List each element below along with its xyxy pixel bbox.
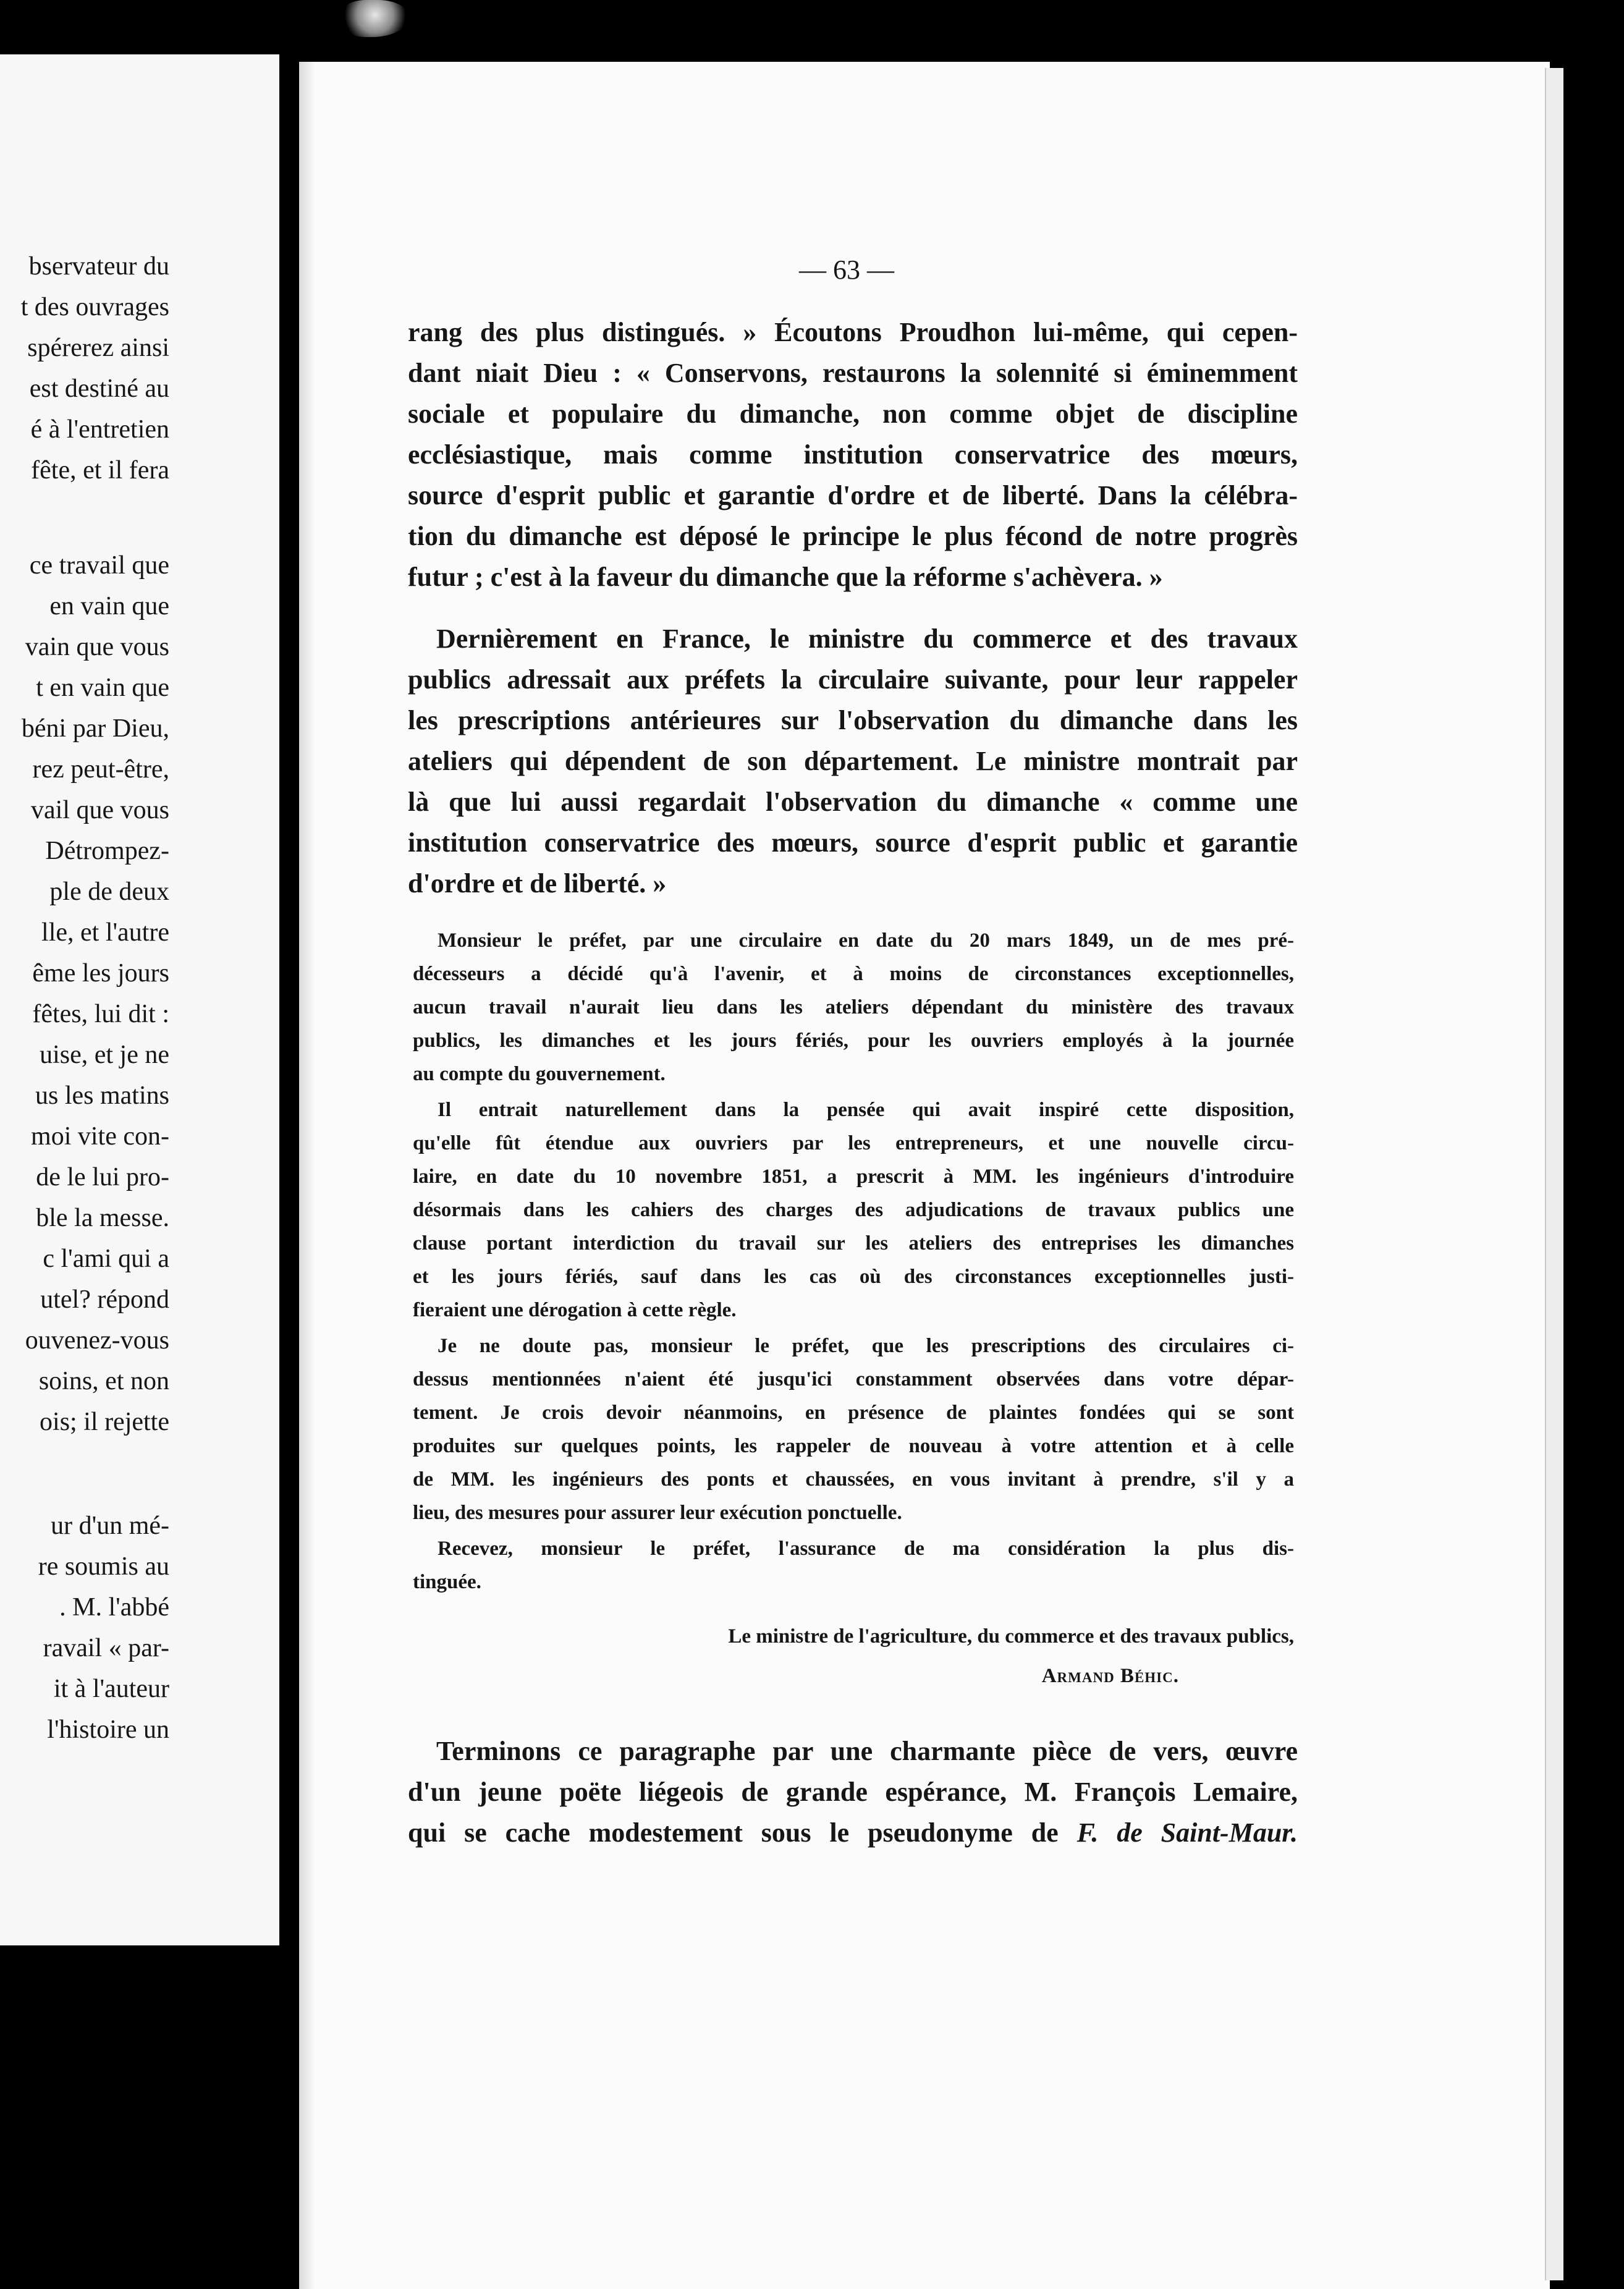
left-page-line: fête, et il fera xyxy=(31,456,169,484)
circular-line: tement. Je crois devoir néanmoins, en présence de plaintes fondées qui se sont xyxy=(413,1402,1294,1424)
circular-line: qu'elle fût étendue aux ouvriers par les entrepreneurs, et une nouvelle circu- xyxy=(413,1132,1294,1154)
left-page-line: ple de deux xyxy=(49,878,169,906)
left-page-line: en vain que xyxy=(49,592,169,620)
left-page xyxy=(0,54,279,1945)
left-page-line: t en vain que xyxy=(36,674,169,702)
left-page-line: ur d'un mé- xyxy=(51,1512,169,1540)
text-line: source d'esprit public et garantie d'ordre et de liberté. Dans la célébra- xyxy=(408,480,1298,510)
text-line: Terminons ce paragraphe par une charmante pièce de vers, œuvre xyxy=(436,1736,1298,1766)
left-page-line: vail que vous xyxy=(31,796,169,824)
left-page-line: ois; il rejette xyxy=(40,1408,169,1436)
left-page-line: soins, et non xyxy=(38,1367,169,1395)
circular-line: Recevez, monsieur le préfet, l'assurance de ma considération la plus dis- xyxy=(438,1538,1294,1560)
left-page-line: béni par Dieu, xyxy=(21,714,169,743)
circular-line: lieu, des mesures pour assurer leur exécution ponctuelle. xyxy=(413,1502,902,1524)
page-corner-stain xyxy=(341,0,409,37)
text-line: ateliers qui dépendent de son département. Le ministre montrait par xyxy=(408,746,1298,776)
pseudonym: F. de Saint-Maur. xyxy=(1076,1817,1298,1848)
text-line: institution conservatrice des mœurs, source d'esprit public et garantie xyxy=(408,827,1298,858)
text-line: là que lui aussi regardait l'observation du dimanche « comme une xyxy=(408,787,1298,817)
circular-line: Je ne doute pas, monsieur le préfet, que les prescriptions des circulaires ci- xyxy=(438,1335,1294,1357)
left-page-line: ce travail que xyxy=(29,551,169,580)
circular-line: publics, les dimanches et les jours fériés, pour les ouvriers employés à la journée xyxy=(413,1030,1294,1052)
text-line: sociale et populaire du dimanche, non comme objet de discipline xyxy=(408,399,1298,429)
left-page-line: t des ouvrages xyxy=(20,293,169,321)
left-page-line: re soumis au xyxy=(38,1552,169,1581)
circular-line: Il entrait naturellement dans la pensée qui avait inspiré cette disposition, xyxy=(438,1099,1294,1121)
left-page-line: ême les jours xyxy=(32,959,169,988)
left-page-line: vain que vous xyxy=(25,633,169,661)
text-line: d'un jeune poëte liégeois de grande espérance, M. François Lemaire, xyxy=(408,1777,1298,1807)
text-line: futur ; c'est à la faveur du dimanche que la réforme s'achèvera. » xyxy=(408,562,1163,592)
circular-line: Monsieur le préfet, par une circulaire en date du 20 mars 1849, un de mes pré- xyxy=(438,929,1294,952)
circular-line: et les jours fériés, sauf dans les cas où des circonstances exceptionnelles justi- xyxy=(413,1266,1294,1288)
circular-line: clause portant interdiction du travail sur les ateliers des entreprises les dimanches xyxy=(413,1232,1294,1255)
text-line: ecclésiastique, mais comme institution conservatrice des mœurs, xyxy=(408,439,1298,470)
text-line: rang des plus distingués. » Écoutons Proudhon lui-même, qui cepen- xyxy=(408,317,1298,347)
left-page-line: ouvenez-vous xyxy=(25,1326,169,1355)
left-page-line: lle, et l'autre xyxy=(41,918,169,947)
circular-line: dessus mentionnées n'aient été jusqu'ici constamment observées dans votre dépar- xyxy=(413,1368,1294,1390)
left-page-line: spérerez ainsi xyxy=(27,334,169,362)
circular-line: de MM. les ingénieurs des ponts et chaussées, en vous invitant à prendre, s'il y a xyxy=(413,1468,1294,1491)
circular-line: produites sur quelques points, les rappeler de nouveau à votre attention et à celle xyxy=(413,1435,1294,1457)
left-page-line: ravail « par- xyxy=(43,1634,169,1662)
text-line: Dernièrement en France, le ministre du commerce et des travaux xyxy=(436,624,1298,654)
circular-line: décesseurs a décidé qu'à l'avenir, et à moins de circonstances exceptionnelles, xyxy=(413,963,1294,985)
left-page-line: est destiné au xyxy=(29,374,169,403)
text-line: tion du dimanche est déposé le principe le plus fécond de notre progrès xyxy=(408,521,1298,551)
text-line: dant niait Dieu : « Conservons, restaurons la solennité si éminemment xyxy=(408,358,1298,388)
circular-line: laire, en date du 10 novembre 1851, a prescrit à MM. les ingénieurs d'introduire xyxy=(413,1166,1294,1188)
left-page-line: it à l'auteur xyxy=(53,1675,169,1703)
signature-title: Le ministre de l'agriculture, du commerce et des travaux publics, xyxy=(728,1625,1294,1648)
left-page-line: l'histoire un xyxy=(47,1716,169,1744)
circular-line: aucun travail n'aurait lieu dans les ateliers dépendant du ministère des travaux xyxy=(413,996,1294,1018)
left-page-line: c l'ami qui a xyxy=(43,1245,169,1273)
left-page-line: us les matins xyxy=(35,1081,169,1110)
left-page-line: de le lui pro- xyxy=(36,1163,169,1191)
left-page-line: moi vite con- xyxy=(31,1122,169,1151)
circular-line: au compte du gouvernement. xyxy=(413,1063,666,1085)
circular-line: désormais dans les cahiers des charges des adjudications de travaux publics une xyxy=(413,1199,1294,1221)
text-line: d'ordre et de liberté. » xyxy=(408,868,667,899)
text-line: les prescriptions antérieures sur l'observation du dimanche dans les xyxy=(408,705,1298,735)
circular-line: tinguée. xyxy=(413,1571,481,1593)
left-page-line: uise, et je ne xyxy=(40,1041,169,1069)
circular-line: fieraient une dérogation à cette règle. xyxy=(413,1299,737,1321)
left-page-line: é à l'entretien xyxy=(30,415,169,444)
signature-name: Armand Béhic. xyxy=(1041,1665,1179,1687)
text-span: qui se cache modestement sous le pseudonyme de xyxy=(408,1817,1077,1848)
left-page-line: bservateur du xyxy=(28,252,169,281)
text-line-with-pseudonym xyxy=(408,1817,1298,1849)
left-page-line: Détrompez- xyxy=(45,837,169,865)
right-page-edge xyxy=(1545,68,1563,2280)
page-number: — 63 — xyxy=(799,255,894,285)
left-page-line: . M. l'abbé xyxy=(59,1593,169,1622)
text-line: publics adressait aux préfets la circulaire suivante, pour leur rappeler xyxy=(408,664,1298,695)
left-page-line: ble la messe. xyxy=(36,1204,169,1232)
left-page-line: utel? répond xyxy=(40,1285,169,1314)
left-page-line: fêtes, lui dit : xyxy=(32,1000,169,1028)
left-page-line: rez peut-être, xyxy=(32,755,169,784)
